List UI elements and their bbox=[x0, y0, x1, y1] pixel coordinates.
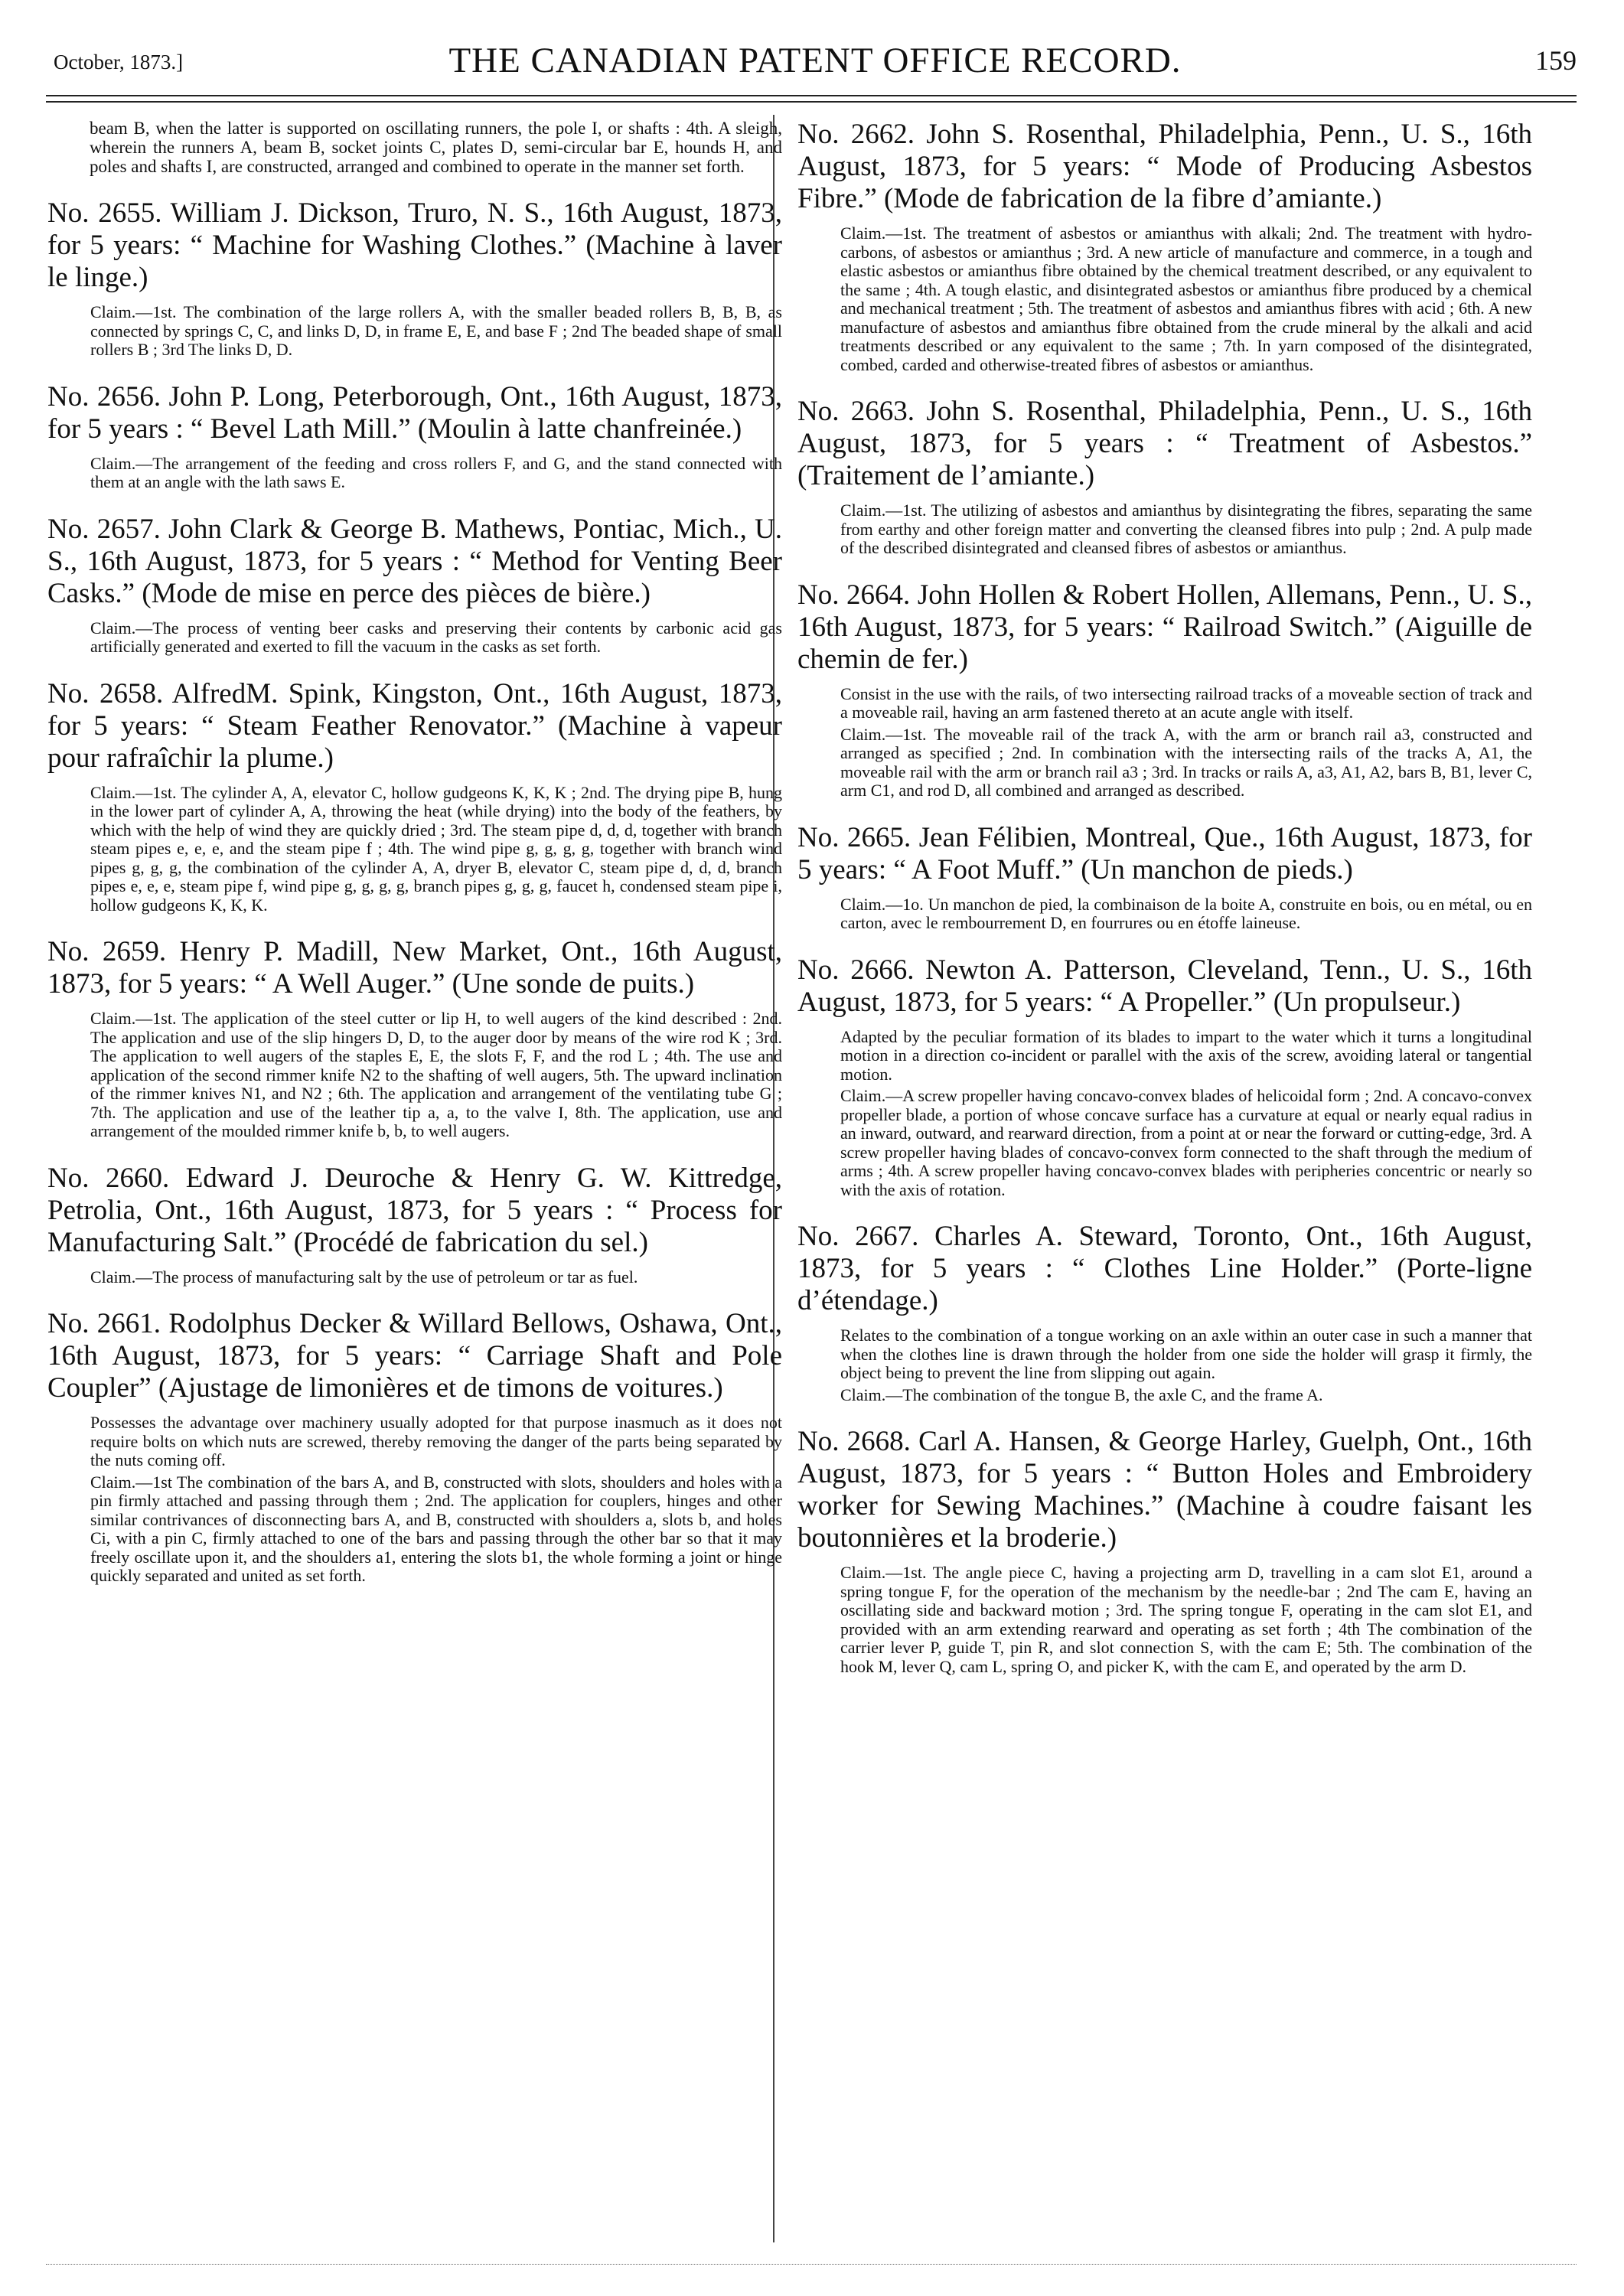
header-rule-secondary bbox=[46, 101, 1577, 103]
patent-title: No. 2663. John S. Rosenthal, Philadelphia, Penn., U. S., 16th August, 1873, for 5 years : “ Treatment of Asbestos.” (Traitement de l’amiante.) bbox=[797, 396, 1532, 491]
patent-entry bbox=[797, 579, 1532, 801]
patent-title: No. 2665. Jean Félibien, Montreal, Que., 16th August, 1873, for 5 years: “ A Foot Muff.” (Un manchon de pieds.) bbox=[797, 821, 1532, 885]
patent-title: No. 2662. John S. Rosenthal, Philadelphia, Penn., U. S., 16th August, 1873, for 5 years: “ Mode of Producing Asbestos Fibre.” (Mode de fabrication de la fibre d’amiante.) bbox=[797, 119, 1532, 214]
patent-claim: Possesses the advantage over machinery usually adopted for that purpose inasmuch as it does not require bolts on which nuts are screwed, thereby removing the danger of the parts being separated by the nuts coming off. bbox=[90, 1413, 782, 1469]
patent-entry bbox=[47, 197, 782, 360]
patent-claim: Claim.—1o. Un manchon de pied, la combinaison de la boite A, construite en bois, ou en métal, ou en carton, avec le rembourrement D, en fourrures ou en étoffe laineuse. bbox=[840, 894, 1532, 932]
patent-claim: Claim.—1st. The utilizing of asbestos and amianthus by disintegrating the fibres, separating the same from earthy and other foreign matter and converting the cleansed fibres into pulp ; 2nd. A pulp made of the described disintegrated and cleansed fibres of asbestos or amianthus. bbox=[840, 501, 1532, 557]
patent-title: No. 2666. Newton A. Patterson, Cleveland, Tenn., U. S., 16th August, 1873, for 5 years: “ A Propeller.” (Un propulseur.) bbox=[797, 954, 1532, 1018]
journal-title: THE CANADIAN PATENT OFFICE RECORD. bbox=[448, 41, 1182, 80]
patent-title: No. 2655. William J. Dickson, Truro, N. S., 16th August, 1873, for 5 years: “ Machine for Washing Clothes.” (Machine à laver le linge.) bbox=[47, 197, 782, 293]
patent-title: No. 2656. John P. Long, Peterborough, Ont., 16th August, 1873, for 5 years : “ Bevel Lath Mill.” (Moulin à latte chanfreinée.) bbox=[47, 380, 782, 445]
patent-claim: Claim.—1st. The angle piece C, having a projecting arm D, travelling in a cam slot E1, around a spring tongue F, for the operation of the mechanism by the needle-bar ; 2nd The cam E, having an oscillating side and backward motion ; 3rd. The spring tongue F, operating in the cam slot E1, and provided with an arm extending rearward and operating as set forth ; 4th The combination of the carrier lever P, guide T, pin R, and slot connection S, with the cam E; 5th. The combination of the hook M, lever Q, cam L, spring O, and picker K, with the cam E, and operated by the arm D. bbox=[840, 1563, 1532, 1676]
patent-entry bbox=[47, 514, 782, 657]
patent-title: No. 2660. Edward J. Deuroche & Henry G. W. Kittredge, Petrolia, Ont., 16th August, 1873, for 5 years : “ Process for Manufacturing Salt.” (Procédé de fabrication du sel.) bbox=[47, 1162, 782, 1258]
footer-rule bbox=[46, 2264, 1577, 2265]
patent-claim: Claim.—The combination of the tongue B, the axle C, and the frame A. bbox=[840, 1384, 1323, 1404]
patent-claim: Adapted by the peculiar formation of its blades to impart to the water which it turns a longitudinal motion in a direction co-incident or parallel with the axis of the screw, avoiding lateral or tangential motion. bbox=[840, 1026, 1532, 1084]
left-entries bbox=[47, 197, 782, 1586]
right-entries bbox=[797, 119, 1532, 1676]
patent-claim: Claim.—1st. The moveable rail of the track A, with the arm or branch rail a3, constructed and arranged as specified ; 2nd. In combination with the intersecting rails of the tracks A, A1, the moveable rail with the arm or branch rail a3 ; 3rd. In tracks or rails A, a3, A1, A2, bars B, B1, lever C, arm C1, and rod D, all combined and arranged as described. bbox=[840, 724, 1532, 800]
patent-claim: Claim.—The arrangement of the feeding and cross rollers F, and G, and the stand connected with them at an angle with the lath saws E. bbox=[90, 453, 782, 491]
left-column bbox=[47, 119, 782, 1607]
patent-entry bbox=[47, 1308, 782, 1586]
patent-claim: Claim.—1st. The application of the steel cutter or lip H, to well augers of the kind described : 2nd. The application and use of the slip hingers D, D, to the auger door by means of the wire rod K ; 3rd. The application to well augers of the staples E, E, the slots F, F, and the rod L ; 4th. The use and application of the second rimmer knife N2 to the shafting of well augers, 5th. The upward inclination of the rimmer knives N1, and N2 ; 6th. The application and arrangement of the ventilating tube G ; 7th. The application and use of the leather tip a, a, to the valve I, 8th. The application, use and arrangement of the moulded rimmer knife b, b, to well augers. bbox=[90, 1009, 782, 1140]
patent-entry bbox=[797, 1221, 1532, 1404]
patent-claim: Claim.—The process of manufacturing salt by the use of petroleum or tar as fuel. bbox=[90, 1267, 638, 1287]
patent-claim: Relates to the combination of a tongue working on an axle within an outer case in such a manner that when the clothes line is drawn through the holder from one side the holder will grasp it firmly, the object being to prevent the line from slipping out again. bbox=[840, 1326, 1532, 1382]
patent-entry bbox=[797, 396, 1532, 558]
patent-entry bbox=[47, 678, 782, 915]
right-column bbox=[797, 119, 1532, 1698]
header-rule bbox=[46, 95, 1577, 96]
patent-claim: Claim.—1st The combination of the bars A, and B, constructed with slots, shoulders and holes with a pin firmly attached and passing through them ; 2nd. The application for couplers, hinges and other similar contrivances of disconnecting bars A, and B, constructed with shoulders a, slots b, and holes Ci, with a pin C, firmly attached to one of the bars and passing through the other bar so that it may freely oscillate upon it, and the shoulders a1, entering the slots b1, the whole forming a joint or hinge quickly separated and united as set forth. bbox=[90, 1472, 782, 1585]
patent-title: No. 2658. AlfredM. Spink, Kingston, Ont., 16th August, 1873, for 5 years: “ Steam Feather Renovator.” (Machine à vapeur pour rafraîchir la plume.) bbox=[47, 677, 782, 774]
issue-date: October, 1873.] bbox=[54, 51, 184, 73]
page-header bbox=[54, 40, 1577, 87]
patent-title: No. 2661. Rodolphus Decker & Willard Bellows, Oshawa, Ont., 16th August, 1873, for 5 years: “ Carriage Shaft and Pole Coupler” (Ajustage de limonières et de timons de voitures.) bbox=[47, 1308, 782, 1404]
patent-title: No. 2657. John Clark & George B. Mathews, Pontiac, Mich., U. S., 16th August, 1873, for 5 years : “ Method for Venting Beer Casks.” (Mode de mise en perce des pièces de bière.) bbox=[47, 513, 782, 609]
continued-claim-fragment: beam B, when the latter is supported on oscillating runners, the pole I, or shafts : 4th. A sleigh, wherein the runners A, beam B, socket joints C, plates D, semi-circular bar E, hounds H, and poles and shafts I, are constructed, arranged and combined to operate in the manner set forth. bbox=[90, 119, 782, 176]
patent-entry bbox=[797, 119, 1532, 374]
patent-title: No. 2659. Henry P. Madill, New Market, Ont., 16th August, 1873, for 5 years: “ A Well Auger.” (Une sonde de puits.) bbox=[47, 936, 782, 1000]
patent-claim: Claim.—1st. The treatment of asbestos or amianthus with alkali; 2nd. The treatment with hydro-carbons, of asbestos or amianthus ; 3rd. A new article of manufacture and commerce, in a tough and elastic asbestos or amianthus fibre obtained by the chemical treatment described, or any equivalent to the same ; 4th. A tough elastic, and disintegrated asbestos or amianthus fibre produced by a chemical and mechanical treatment ; 5th. The treatment of asbestos and amianthus fibres with acid ; 6th. A new manufacture of asbestos and amianthus fibre obtained from the crude mineral by the alkali and acid treatments described or any equivalent to the same ; 7th. In yarn composed of the disintegrated, combed, carded and otherwise-treated fibres of asbestos or amianthus. bbox=[840, 223, 1532, 374]
patent-entry bbox=[47, 1163, 782, 1287]
patent-entry bbox=[797, 1426, 1532, 1676]
page-number: 159 bbox=[1535, 45, 1577, 76]
patent-claim: Claim.—1st. The cylinder A, A, elevator C, hollow gudgeons K, K, K ; 2nd. The drying pipe B, hung in the lower part of cylinder A, A, throwing the heat (while drying) into the body of the feathers, by which with the help of wind they are quickly dried ; 3rd. The steam pipe d, d, d, together with branch steam pipes e, e, e, and the steam pipe f ; 4th. The wind pipe g, g, g, g, together with branch wind pipes g, g, g, the combination of the cylinder A, A, dryer B, elevator C, steam pipe d, d, d, branch pipes e, e, e, steam pipe f, wind pipe g, g, g, g, branch pipes g, g, g, faucet h, condensed steam pipe i, hollow gudgeons K, K, K. bbox=[90, 782, 782, 915]
patent-entry bbox=[47, 381, 782, 492]
patent-title: No. 2664. John Hollen & Robert Hollen, Allemans, Penn., U. S., 16th August, 1873, for 5 years: “ Railroad Switch.” (Aiguille de chemin de fer.) bbox=[797, 579, 1532, 675]
patent-entry bbox=[797, 822, 1532, 933]
patent-title: No. 2667. Charles A. Steward, Toronto, Ont., 16th August, 1873, for 5 years : “ Clothes Line Holder.” (Porte-ligne d’étendage.) bbox=[797, 1221, 1532, 1316]
patent-entry bbox=[47, 936, 782, 1141]
patent-claim: Claim.—A screw propeller having concavo-convex blades of helicoidal form ; 2nd. A concavo-convex propeller blade, a portion of whose concave surface has a curvature at equal or nearly equal radius in an inward, outward, and rearward direction, from a point at or near the forward or cutting-edge, 3rd. A screw propeller having blades of concavo-convex form connected to the shaft through the medium of arms ; 4th. A screw propeller having concavo-convex blades with peripheries concentric or nearly so with the axis of rotation. bbox=[840, 1086, 1532, 1199]
patent-claim: Claim.—1st. The combination of the large rollers A, with the smaller beaded rollers B, B, B, as connected by springs C, C, and links D, D, in frame E, E, and base F ; 2nd The beaded shape of small rollers B ; 3rd The links D, D. bbox=[90, 302, 782, 359]
patent-claim: Consist in the use with the rails, of two intersecting railroad tracks of a moveable section of track and a moveable rail, having an arm fastened thereto at an acute angle with itself. bbox=[840, 683, 1532, 722]
patent-claim: Claim.—The process of venting beer casks and preserving their contents by carbonic acid gas artificially generated and exerted to fill the vacuum in the casks as set forth. bbox=[90, 618, 782, 656]
patent-title: No. 2668. Carl A. Hansen, & George Harley, Guelph, Ont., 16th August, 1873, for 5 years : “ Button Holes and Embroidery worker for Sewing Machines.” (Machine à coudre faisant les boutonnières et la broderie.) bbox=[797, 1426, 1532, 1554]
patent-entry bbox=[797, 954, 1532, 1200]
